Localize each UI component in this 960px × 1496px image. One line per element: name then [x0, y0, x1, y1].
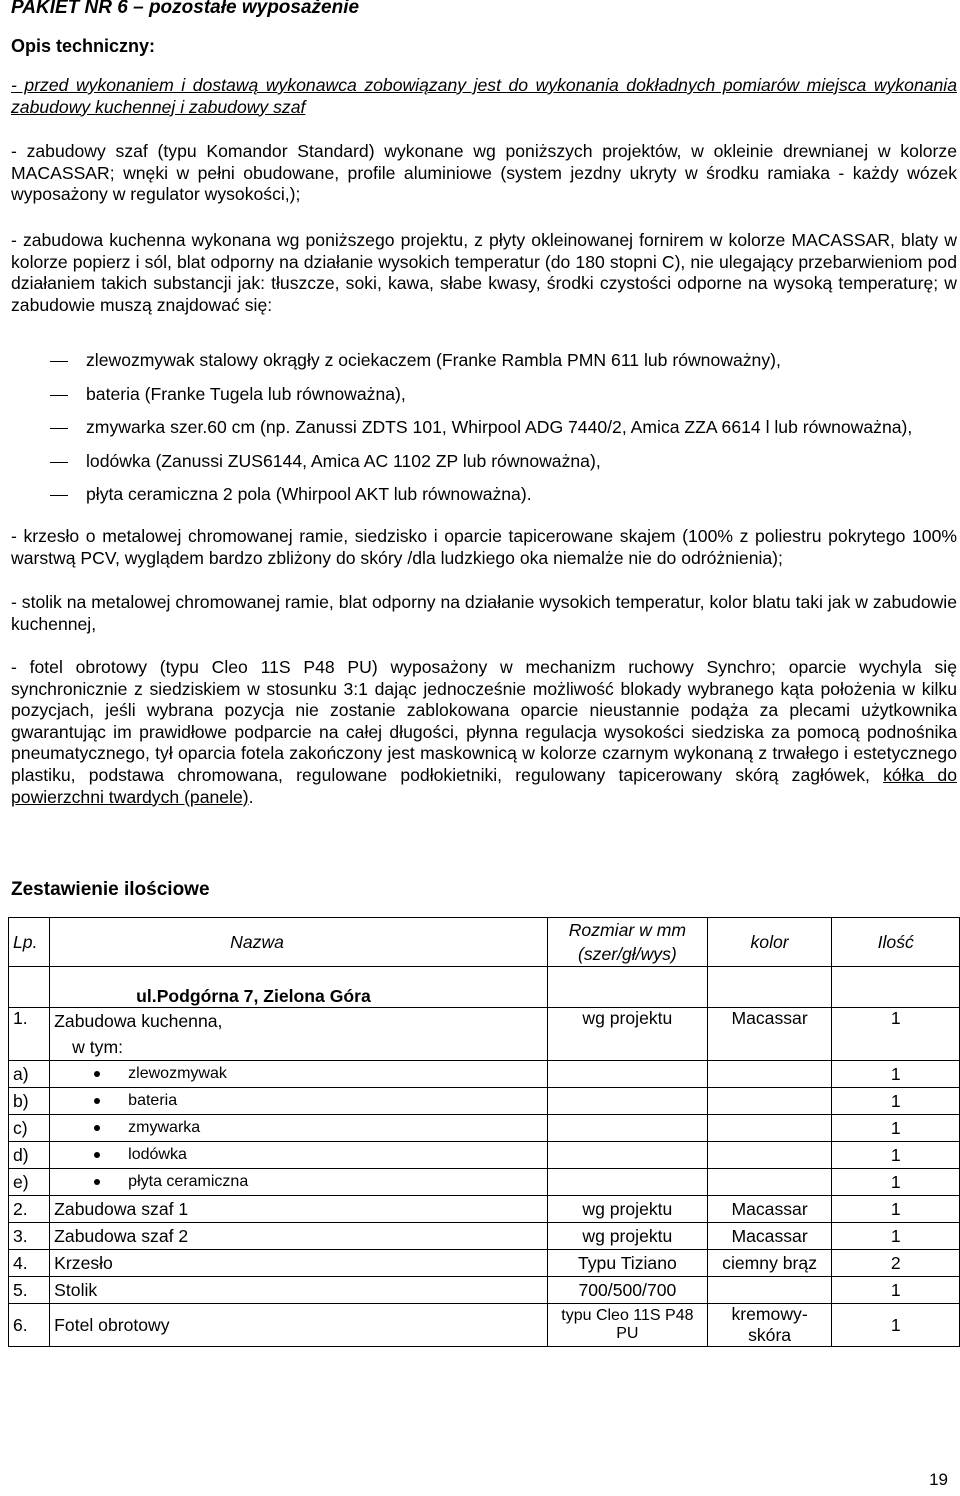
header-name: Nazwa — [50, 918, 548, 967]
table-row: c) zmywarka 1 — [9, 1115, 960, 1142]
kitchen-paragraph: - zabudowa kuchenna wykonana wg poniższego projektu, z płyty okleinowanej fornirem w kolorze MACASSAR, blaty w kolorze popierz i sól, blat odporny na działanie wysokich temperatur (do 180 stopni C), nie ulegający przebarwieniom pod działaniem takich substancji jak: tłuszcze, soki, kawa, słabe kwasy, środki czystości odporne na wysoką temperaturę; w zabudowie muszą znajdować się: — [11, 230, 957, 315]
list-item: płyta ceramiczna 2 pola (Whirpool AKT lub równoważna). — [50, 484, 956, 506]
table-row: a) zlewozmywak 1 — [9, 1061, 960, 1088]
table-header-row — [9, 918, 960, 967]
header-lp: Lp. — [9, 918, 50, 967]
table-row — [9, 967, 960, 1008]
kitchen-items-list — [50, 350, 956, 506]
quantity-section-heading: Zestawienie ilościowe — [11, 879, 210, 900]
dash-marker — [50, 395, 68, 396]
bullet — [94, 1071, 100, 1077]
bullet — [94, 1098, 100, 1104]
list-item: bateria (Franke Tugela lub równoważna), — [50, 384, 956, 406]
table-row: e) płyta ceramiczna 1 — [9, 1169, 960, 1196]
technical-description-heading: Opis techniczny: — [11, 36, 156, 56]
bullet — [94, 1152, 100, 1158]
table-row: 1. Zabudowa kuchenna, w tym: wg projektu Macassar 1 — [9, 1008, 960, 1061]
bullet — [94, 1179, 100, 1185]
measurement-note: - przed wykonaniem i dostawą wykonawca zobowiązany jest do wykonania dokładnych pomiarów miejsca wykonania zabudowy kuchennej i zabudowy szaf — [11, 75, 957, 117]
dash-marker — [50, 495, 68, 496]
table-paragraph: - stolik na metalowej chromowanej ramie, blat odporny na działanie wysokich temperatur, kolor blatu taki jak w zabudowie kuchennej, — [11, 592, 957, 634]
list-item: zmywarka szer.60 cm (np. Zanussi ZDTS 101, Whirpool ADG 7440/2, Amica ZZA 6614 l lub równoważna), — [50, 417, 956, 439]
location-cell: ul.Podgórna 7, Zielona Góra — [50, 967, 548, 1008]
header-size: Rozmiar w mm (szer/gł/wys) — [548, 918, 708, 967]
armchair-wheels-text: kółka do powierzchni twardych (panele) — [11, 764, 957, 807]
table-row: d) lodówka 1 — [9, 1142, 960, 1169]
table-row: 5. Stolik 700/500/700 1 — [9, 1277, 960, 1304]
armchair-paragraph: - fotel obrotowy (typu Cleo 11S P48 PU) wyposażony w mechanizm ruchowy Synchro; oparcie wychyla się synchronicznie z siedziskiem w stosunku 3:1 dając jednocześnie możliwość blokady wybranego kąta położenia w kilku pozycjach, jeśli wybrana pozycja nie zostanie zablokowana oparcie nieustannie podąża za plecami użytkownika gwarantując im prawidłowe podparcie na całej długości, płynna regulacja wysokości siedziska za pomocą podnośnika pneumatycznego, tył oparcia fotela zakończony jest maskownicą w kolorze czarnym wykonaną z trwałego i estetycznego plastiku, podstawa chromowana, regulowane podłokietniki, regulowany tapicerowany skórą zagłówek, kółka do powierzchni twardych (panele). — [11, 657, 957, 807]
list-item: zlewozmywak stalowy okrągły z ociekaczem (Franke Rambla PMN 611 lub równoważny), — [50, 350, 956, 372]
wardrobes-paragraph: - zabudowy szaf (typu Komandor Standard) wykonane wg poniższych projektów, w okleinie drewnianej w kolorze MACASSAR; wnęki w pełni obudowane, profile aluminiowe (system jezdny ukryty w środku ramiaka - każdy wózek wyposażony w regulator wysokości,); — [11, 141, 957, 205]
document-title: PAKIET NR 6 – pozostałe wyposażenie — [11, 0, 360, 18]
chair-paragraph: - krzesło o metalowej chromowanej ramie, siedzisko i oparcie tapicerowane skajem (100% z poliestru pokrytego 100% warstwą PCV, wyglądem bardzo zbliżony do skóry /dla ludzkiego oka niemalże nie do odróżnienia); — [11, 526, 957, 568]
page-number: 19 — [929, 1470, 948, 1489]
bullet — [94, 1125, 100, 1131]
table-row: 3. Zabudowa szaf 2 wg projektu Macassar 1 — [9, 1223, 960, 1250]
quantity-table — [8, 917, 960, 1347]
list-item: lodówka (Zanussi ZUS6144, Amica AC 1102 ZP lub równoważna), — [50, 451, 956, 473]
header-color: kolor — [707, 918, 832, 967]
header-qty: Ilość — [832, 918, 960, 967]
dash-marker — [50, 361, 68, 362]
table-row: 6. Fotel obrotowy typu Cleo 11S P48 PU kremowy-skóra 1 — [9, 1304, 960, 1347]
table-row: b) bateria 1 — [9, 1088, 960, 1115]
table-row: 4. Krzesło Typu Tiziano ciemny brąz 2 — [9, 1250, 960, 1277]
dash-marker — [50, 462, 68, 463]
table-row: 2. Zabudowa szaf 1 wg projektu Macassar 1 — [9, 1196, 960, 1223]
dash-marker — [50, 428, 68, 429]
